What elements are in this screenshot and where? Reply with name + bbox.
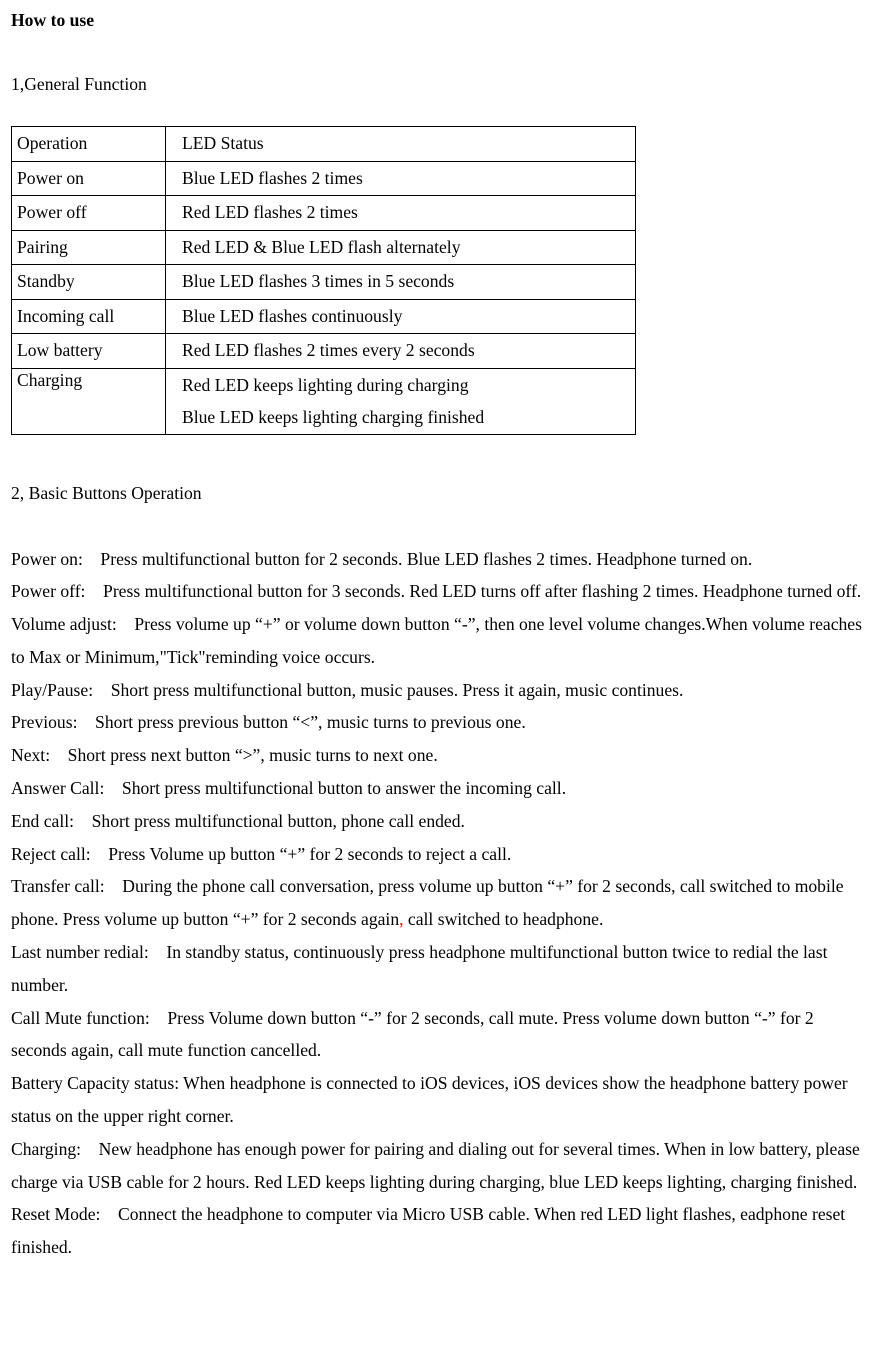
table-cell-operation: Power off — [12, 196, 166, 231]
page-title: How to use — [11, 10, 95, 30]
paragraph-power-off: Power off: Press multifunctional button for 3 seconds. Red LED turns off after flashing 2 times. Headphone turned off. — [11, 581, 862, 602]
paragraph-answer-call: Answer Call: Short press multifunctional button to answer the incoming call. — [11, 778, 567, 799]
paragraph-previous: Previous: Short press previous button “<”, music turns to previous one. — [11, 712, 526, 733]
paragraph-play-pause: Play/Pause: Short press multifunctional button, music pauses. Press it again, music continues. — [11, 679, 684, 700]
paragraph-next: Next: Short press next button “>”, music turns to next one. — [11, 745, 438, 766]
table-cell-status — [166, 368, 636, 434]
table-row — [12, 299, 636, 334]
paragraph-end-call: End call: Short press multifunctional button, phone call ended. — [11, 810, 465, 831]
table-header-led-status: LED Status — [166, 127, 636, 162]
table-cell-operation: Incoming call — [12, 299, 166, 334]
table-cell-operation: Power on — [12, 161, 166, 196]
paragraph-last-number-redial: Last number redial: In standby status, continuously press headphone multifunctional button twice to redial the last number. — [11, 942, 832, 995]
paragraph-volume-adjust: Volume adjust: Press volume up “+” or volume down button “-”, then one level volume changes.When volume reaches to Max or Minimum,"Tick"reminding voice occurs. — [11, 614, 867, 667]
table-cell-status: Red LED flashes 2 times every 2 seconds — [166, 334, 636, 369]
table-row-charging — [12, 368, 636, 434]
transfer-call-text-1: Transfer call: During the phone call conversation, press volume up button “+” for 2 seconds, call switched to mobile phone. Press volume up button “+” for 2 seconds again — [11, 876, 848, 930]
table-cell-status: Blue LED flashes 2 times — [166, 161, 636, 196]
table-cell-status: Blue LED flashes 3 times in 5 seconds — [166, 265, 636, 300]
paragraph-reset-mode: Reset Mode: Connect the headphone to computer via Micro USB cable. When red LED light flashes, eadphone reset finished. — [11, 1204, 850, 1258]
table-cell-status: Red LED & Blue LED flash alternately — [166, 230, 636, 265]
section-1-heading: 1,General Function — [11, 74, 147, 94]
table-row — [12, 196, 636, 231]
paragraph-power-on: Power on: Press multifunctional button for 2 seconds. Blue LED flashes 2 times. Headphone turned on. — [11, 548, 753, 569]
table-cell-status: Red LED flashes 2 times — [166, 196, 636, 231]
table-header-operation: Operation — [12, 127, 166, 162]
charging-status-line-1: Red LED keeps lighting during charging — [182, 374, 469, 395]
paragraph-transfer-call — [11, 870, 866, 936]
transfer-call-red-comma: , — [399, 909, 404, 930]
table-cell-operation: Pairing — [12, 230, 166, 265]
section-2-heading: 2, Basic Buttons Operation — [11, 482, 202, 503]
table-cell-operation: Low battery — [12, 334, 166, 369]
paragraph-charging: Charging: New headphone has enough power for pairing and dialing out for several times. When in low battery, please charge via USB cable for 2 hours. Red LED keeps lighting during charging, blue LED keeps lighting, charging finished. — [11, 1138, 865, 1192]
paragraph-call-mute: Call Mute function: Press Volume down button “-” for 2 seconds, call mute. Press volume down button “-” for 2 seconds again, call mute function cancelled. — [11, 1007, 819, 1061]
transfer-call-text-2: call switched to headphone. — [403, 909, 604, 930]
table-row — [12, 230, 636, 265]
paragraph-battery-capacity: Battery Capacity status: When headphone is connected to iOS devices, iOS devices show the headphone battery power status on the upper right corner. — [11, 1073, 853, 1127]
table-row — [12, 265, 636, 300]
table-header-row — [12, 127, 636, 162]
instructions-text — [11, 543, 866, 1265]
table-row — [12, 334, 636, 369]
paragraph-reject-call: Reject call: Press Volume up button “+” for 2 seconds to reject a call. — [11, 843, 512, 864]
table-row — [12, 161, 636, 196]
table-cell-operation: Charging — [12, 368, 166, 434]
charging-status-line-2: Blue LED keeps lighting charging finished — [182, 406, 485, 427]
table-cell-status: Blue LED flashes continuously — [166, 299, 636, 334]
table-cell-operation: Standby — [12, 265, 166, 300]
led-status-table — [11, 126, 636, 435]
